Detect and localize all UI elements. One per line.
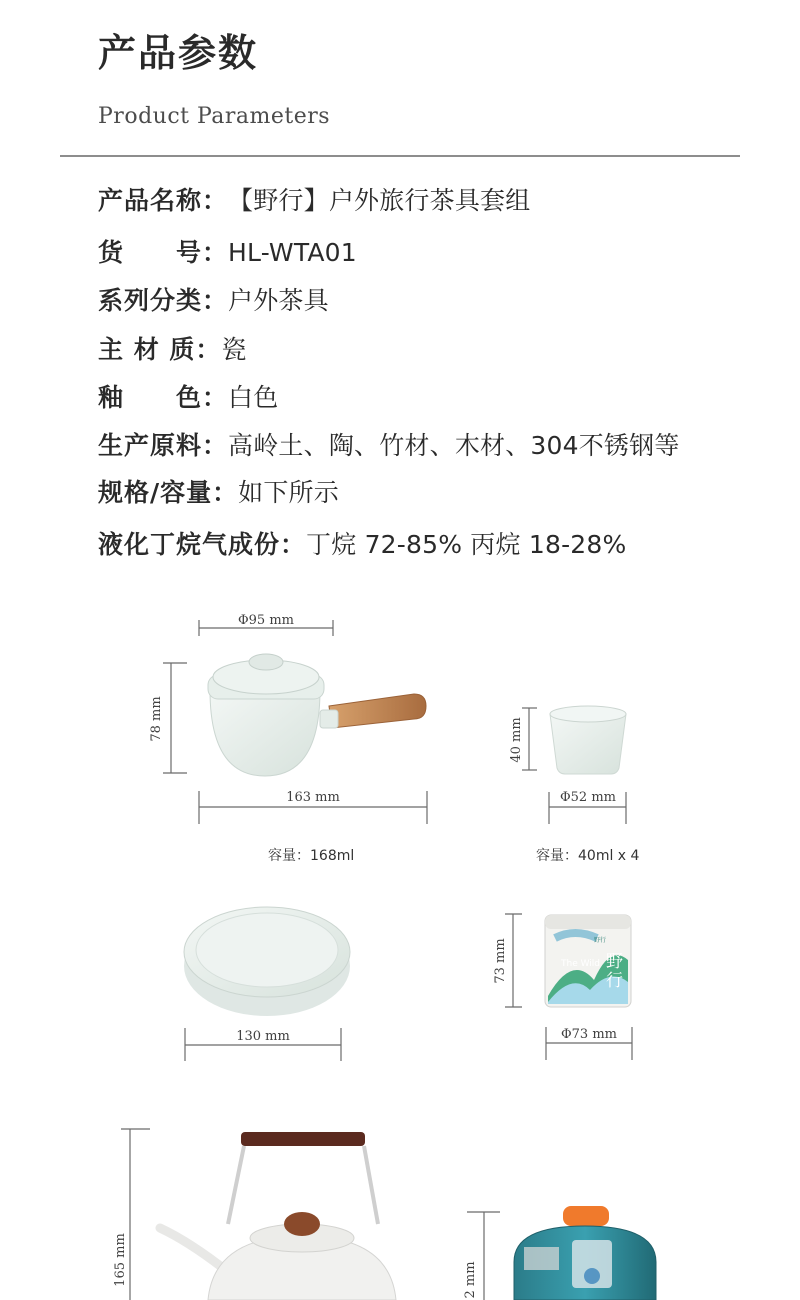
kettle-side-dimension: [113, 1129, 150, 1300]
teapot-side-dimension: [149, 663, 187, 773]
param-label: 釉 色：: [98, 383, 229, 412]
tea-can-brand-text: 野: [606, 952, 623, 972]
param-value: 如下所示: [238, 478, 339, 507]
tray-bottom-dimension-label: 130 mm: [236, 1029, 290, 1044]
cup-bottom-dimension-label: Φ52 mm: [560, 790, 616, 805]
teapot-top-dimension: [199, 613, 333, 636]
teapot-bottom-dimension-label: 163 mm: [286, 790, 340, 805]
param-label: 液化丁烷气成份：: [98, 530, 307, 559]
param-label: 生产原料：: [98, 431, 229, 460]
page-title: 产品参数: [98, 31, 259, 75]
kettle-side-dimension-label: 165 mm: [113, 1233, 128, 1287]
param-value: 高岭土、陶、竹材、木材、304不锈钢等: [228, 431, 680, 460]
gas-can-side-dimension: [463, 1212, 500, 1300]
cup-side-dimension-label: 40 mm: [509, 717, 524, 763]
param-label: 规格/容量：: [98, 478, 239, 507]
teapot-image: [208, 654, 426, 776]
tea-can-brand-text-2: 行: [606, 971, 623, 991]
tea-can-wild-text: The Wild: [561, 959, 601, 969]
tray-image: [184, 907, 350, 1016]
param-value: HL-WTA01: [228, 238, 357, 267]
tea-can-side-dimension-label: 73 mm: [493, 938, 508, 984]
kettle-image: [160, 1132, 396, 1300]
param-value: 【野行】户外旅行茶具套组: [228, 186, 531, 215]
cup-image: [550, 706, 626, 774]
tea-can-side-dimension: [493, 914, 522, 1007]
teapot-top-dimension-label: Φ95 mm: [238, 613, 294, 628]
page-subtitle: Product Parameters: [98, 104, 331, 129]
tray-bottom-dimension: [185, 1028, 341, 1061]
tea-can-bottom-dimension: [546, 1027, 632, 1060]
cup-bottom-dimension: [549, 790, 626, 824]
gas-can-image: [514, 1206, 656, 1300]
tea-can-bottom-dimension-label: Φ73 mm: [561, 1027, 617, 1042]
teapot-capacity-caption: 容量：168ml: [268, 848, 355, 864]
gas-can-side-dimension-label: 2 mm: [463, 1261, 478, 1299]
teapot-side-dimension-label: 78 mm: [149, 696, 164, 742]
param-value: 户外茶具: [228, 286, 329, 315]
param-value: 丁烷 72-85% 丙烷 18-28%: [306, 530, 627, 559]
cup-capacity-caption: 容量：40ml x 4: [536, 848, 640, 864]
tea-can-tag: 野行: [593, 937, 607, 944]
cup-side-dimension: [509, 708, 537, 770]
teapot-bottom-dimension: [199, 790, 427, 824]
param-label: 产品名称：: [98, 186, 229, 215]
param-label: 主 材 质：: [98, 335, 222, 364]
tea-can-image: [545, 915, 631, 1007]
param-label: 系列分类：: [98, 286, 229, 315]
param-value: 瓷: [221, 335, 247, 364]
param-label: 货 号：: [98, 238, 229, 267]
param-value: 白色: [228, 383, 279, 412]
